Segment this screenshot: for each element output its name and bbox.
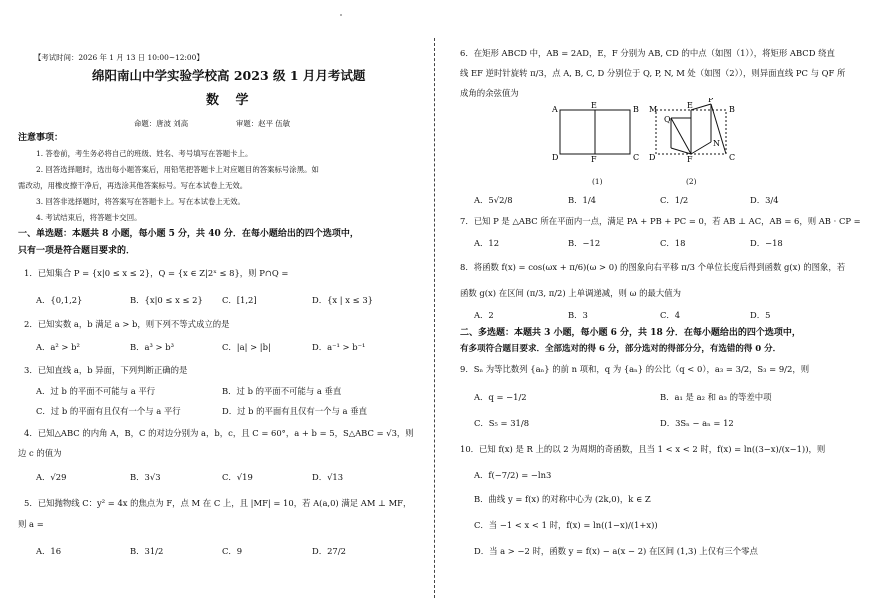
figure-1-rectangle	[551, 101, 639, 164]
svg-text:A: A	[552, 105, 558, 114]
question-6-stem: 6．在矩形 ABCD 中，AB = 2AD，E，F 分别为 AB, CD 的中点（如图（1）），将矩形 ABCD 绕直	[460, 48, 835, 58]
q2-option-b: B．a³ > b³	[130, 342, 174, 352]
figure-2-rotated	[649, 98, 735, 164]
q9-option-c: C．S₅ = 31/8	[474, 418, 530, 428]
q3-option-d: D．过 b 的平面有且仅有一个与 a 垂直	[222, 406, 367, 416]
q9-option-d: D．3Sₙ − aₙ = 12	[660, 418, 734, 428]
q10-option-c: C．当 −1 < x < 1 时，f(x) = ln((1−x)/(1+x))	[474, 520, 658, 530]
q7-option-d: D．−18	[750, 238, 783, 248]
authors: 命题：唐波 刘高	[134, 119, 189, 128]
question-8-stem: 8．将函数 f(x) = cos(ωx + π/6)(ω > 0) 的图象向右平移 π/3 个单位长度后得到函数 g(x) 的图象，若	[460, 262, 846, 272]
q5-option-d: D．27/2	[312, 546, 346, 556]
q5-option-b: B．31/2	[130, 546, 164, 556]
q3-option-c: C．过 b 的平面有且仅有一个与 a 平行	[36, 406, 181, 416]
svg-text:C: C	[633, 153, 640, 162]
question-7-stem: 7．已知 P 是 △ABC 所在平面内一点，满足 PA + PB + PC = 0，若 AB ⊥ AC，AB = 6，则 AB · CP =	[460, 216, 861, 226]
svg-text:Q: Q	[664, 115, 671, 124]
question-8-stem-cont: 函数 g(x) 在区间 (π/3, π/2) 上单调递减，则 ω 的最大值为	[460, 288, 681, 298]
q8-option-c: C．4	[660, 310, 681, 320]
section1-title: 一、单选题：本题共 8 小题，每小题 5 分，共 40 分．在每小题给出的四个选项中，	[18, 229, 359, 239]
q1-option-b: B．{x|0 ≤ x ≤ 2}	[130, 295, 203, 305]
column-divider	[434, 38, 435, 598]
q6-option-c: C．1/2	[660, 195, 689, 205]
q3-option-a: A．过 b 的平面不可能与 a 平行	[36, 386, 156, 396]
q8-option-a: A．2	[474, 310, 494, 320]
q1-option-d: D．{x | x ≤ 3}	[312, 295, 374, 305]
svg-text:C: C	[729, 153, 736, 162]
question-10-stem: 10．已知 f(x) 是 R 上的以 2 为周期的奇函数，且当 1 < x < 2 时，f(x) = ln((3−x)/(x−1))，则	[460, 444, 826, 454]
question-2-stem: 2．已知实数 a，b 满足 a > b，则下列不等式成立的是	[24, 319, 230, 329]
q8-option-b: B．3	[568, 310, 588, 320]
figure-1-caption: (1)	[592, 177, 603, 186]
svg-text:F: F	[687, 155, 693, 164]
q9-option-b: B．a₁ 是 a₂ 和 a₃ 的等差中项	[660, 392, 772, 402]
section1-title-cont: 只有一项是符合题目要求的．	[18, 246, 136, 256]
notice-item: 1. 答卷前，考生务必将自己的班级、姓名、考号填写在答题卡上。	[36, 149, 253, 158]
section2-title-cont: 有多项符合题目要求．全部选对的得 6 分，部分选对的得部分分，有选错的得 0 分．	[460, 344, 782, 354]
q7-option-a: A．12	[474, 238, 500, 248]
figure-2-caption: (2)	[686, 177, 697, 186]
section2-title: 二、多选题：本题共 3 小题，每小题 6 分，共 18 分．在每小题给出的四个选项中，	[460, 328, 801, 338]
q6-option-b: B．1/4	[568, 195, 597, 205]
svg-text:B: B	[729, 105, 735, 114]
question-6-stem-cont: 线 EF 逆时针旋转 π/3，点 A, B, C, D 分别位于 Q, P, N, M 处（如图（2）），则异面直线 PC 与 QF 所	[460, 68, 846, 78]
svg-text:P: P	[708, 98, 714, 104]
scan-dot	[340, 14, 342, 16]
q1-option-a: A．{0,1,2}	[36, 295, 83, 305]
q7-option-c: C．18	[660, 238, 686, 248]
exam-title: 绵阳南山中学实验学校高 2023 级 1 月月考试题	[92, 68, 366, 83]
notice-item: 需改动，用橡皮擦干净后，再选涂其他答案标号。写在本试卷上无效。	[18, 181, 248, 190]
notice-item: 4. 考试结束后，将答题卡交回。	[36, 213, 142, 222]
q10-option-b: B．曲线 y = f(x) 的对称中心为 (2k,0)，k ∈ Z	[474, 494, 651, 504]
question-9-stem: 9．Sₙ 为等比数列 {aₙ} 的前 n 项和，q 为 {aₙ} 的公比（q < 0），a₃ = 3/2，S₃ = 9/2，则	[460, 364, 810, 374]
q1-option-c: C．[1,2]	[222, 295, 257, 305]
q4-option-d: D．√13	[312, 472, 344, 482]
exam-time: 【考试时间：2026 年 1 月 13 日 10:00~12:00】	[34, 53, 204, 62]
question-6-figure	[548, 98, 748, 188]
subject-title: 数 学	[206, 93, 255, 108]
question-4-stem-cont: 边 c 的值为	[18, 448, 62, 458]
notice-title: 注意事项：	[18, 133, 64, 143]
q6-option-a: A．5√2/8	[474, 195, 513, 205]
question-6-stem-cont2: 成角的余弦值为	[460, 88, 519, 98]
question-5-stem: 5．已知抛物线 C：y² = 4x 的焦点为 F，点 M 在 C 上，且 |MF| = 10，若 A(a,0) 满足 AM ⊥ MF，	[24, 498, 412, 508]
q10-option-d: D．当 a > −2 时，函数 y = f(x) − a(x − 2) 在区间 (1,3) 上仅有三个零点	[474, 546, 758, 556]
svg-text:E: E	[591, 101, 597, 110]
svg-text:D: D	[649, 153, 656, 162]
svg-text:F: F	[591, 155, 597, 164]
svg-text:E: E	[687, 101, 693, 110]
svg-text:N: N	[713, 139, 720, 148]
q2-option-a: A．a² > b²	[36, 342, 80, 352]
reviewers: 审题：赵平 伍敏	[236, 119, 291, 128]
svg-text:M: M	[649, 105, 658, 114]
question-5-stem-cont: 则 a =	[18, 519, 44, 529]
q2-option-c: C．|a| > |b|	[222, 342, 271, 352]
question-3-stem: 3．已知直线 a，b 异面，下列判断正确的是	[24, 365, 188, 375]
q8-option-d: D．5	[750, 310, 771, 320]
q7-option-b: B．−12	[568, 238, 601, 248]
question-4-stem: 4．已知△ABC 的内角 A，B，C 的对边分别为 a，b，c，且 C = 60°，a + b = 5，S△ABC = √3，则	[24, 428, 414, 438]
notice-item: 3. 回答非选择题时，将答案写在答题卡上。写在本试卷上无效。	[36, 197, 245, 206]
q6-option-d: D．3/4	[750, 195, 779, 205]
q9-option-a: A．q = −1/2	[474, 392, 527, 402]
q4-option-a: A．√29	[36, 472, 67, 482]
q3-option-b: B．过 b 的平面不可能与 a 垂直	[222, 386, 342, 396]
q4-option-c: C．√19	[222, 472, 253, 482]
question-1-stem: 1．已知集合 P = {x|0 ≤ x ≤ 2}，Q = {x ∈ Z|2ˣ ≤ 8}，则 P∩Q =	[24, 268, 289, 278]
q5-option-a: A．16	[36, 546, 62, 556]
q2-option-d: D．a⁻¹ > b⁻¹	[312, 342, 366, 352]
q4-option-b: B．3√3	[130, 472, 161, 482]
q10-option-a: A．f(−7/2) = −ln3	[474, 470, 552, 480]
q5-option-c: C．9	[222, 546, 243, 556]
svg-text:D: D	[552, 153, 559, 162]
svg-text:B: B	[633, 105, 639, 114]
notice-item: 2. 回答选择题时，选出每小题答案后，用铅笔把答题卡上对应题目的答案标号涂黑。如	[36, 165, 319, 174]
